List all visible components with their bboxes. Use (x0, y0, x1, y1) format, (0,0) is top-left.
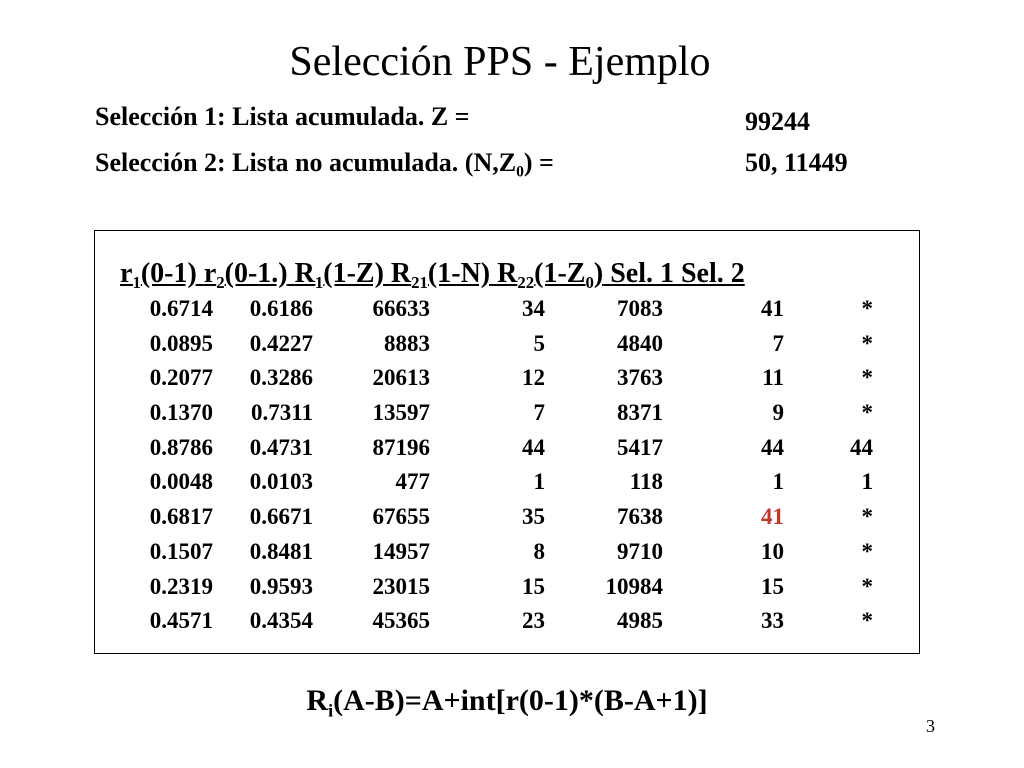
page-number: 3 (926, 716, 935, 736)
table-cell: 44 (761, 434, 784, 460)
selection-1-label: Selección 1: Lista acumulada. Z = (95, 102, 470, 131)
selection-2-label-text: Selección 2: Lista no acumulada. (N,Z (95, 148, 517, 177)
table-cell: 66633 (372, 296, 430, 321)
table-cell: 23015 (372, 573, 430, 599)
table-cell: 0.4227 (249, 330, 313, 356)
table-cell: 8 (533, 538, 545, 564)
table-cell: 15 (522, 573, 545, 599)
table-cell: 9710 (617, 538, 663, 564)
table-row (0, 608, 1024, 643)
table-cell: 14957 (372, 538, 430, 564)
table-cell: 0.1507 (149, 538, 213, 564)
table-cell: 8883 (384, 330, 430, 356)
table-cell: 20613 (372, 365, 430, 391)
table-header-col-0 (120, 258, 197, 292)
table-cell: 0.0048 (149, 469, 213, 495)
table-header-col-2-sub: 1 (314, 272, 324, 292)
selection-2-label-subscript: 0 (516, 163, 524, 181)
table-cell: 0.4731 (249, 434, 313, 460)
table-cell: 4985 (617, 608, 663, 634)
table-cell: 5417 (617, 434, 663, 460)
table-header-col-6-main: Sel. 2 (680, 258, 745, 289)
table-row (0, 504, 1024, 539)
table-cell: 35 (522, 504, 545, 530)
table-header-col-1-main: r (203, 258, 217, 289)
table-cell: 0.4354 (249, 608, 313, 634)
table-cell: 11 (762, 365, 784, 391)
table-header-col-0-main: r (120, 258, 133, 289)
table-header-col-2-main: R (294, 258, 315, 289)
table-header-col-4-rest: (1-Z (534, 258, 586, 289)
table-cell: 23 (522, 608, 545, 634)
table-body (0, 296, 1024, 643)
table-cell: 67655 (372, 504, 430, 530)
selection-1-value: 99244 (745, 107, 810, 136)
table-cell: 0.1370 (149, 400, 213, 426)
table-cell: * (861, 608, 873, 634)
table-header-col-1-rest: (0-1.) (224, 258, 288, 289)
table-cell: 7 (533, 400, 545, 426)
table-cell: 41 (761, 296, 784, 321)
table-cell: 0.0895 (149, 330, 213, 356)
table-cell: 3763 (617, 365, 663, 391)
table-row (0, 574, 1024, 609)
table-header-col-0-sub: 1 (132, 272, 141, 292)
table-cell: * (861, 538, 873, 564)
table-header-col-3-rest: (1-N) (427, 258, 491, 289)
table-cell: 34 (522, 296, 545, 321)
table-header-col-4-sub2: 0 (585, 272, 594, 292)
table-header (120, 258, 745, 290)
table-cell: 44 (522, 434, 545, 460)
table-cell: 33 (761, 608, 784, 634)
table-cell: 10 (761, 538, 784, 564)
table-header-col-1 (203, 258, 288, 292)
table-header-col-5 (610, 258, 674, 289)
table-cell: * (861, 400, 873, 426)
selection-2-value: 50, 11449 (745, 148, 848, 177)
table-row (0, 365, 1024, 400)
table-cell: 7083 (617, 296, 663, 321)
table-header-col-0-rest: (0-1) (140, 258, 197, 289)
table-header-col-1-sub: 2 (216, 272, 225, 292)
table-row (0, 331, 1024, 366)
table-cell: 477 (395, 469, 430, 495)
table-cell: 7 (772, 330, 784, 356)
table-header-col-2-rest: (1-Z) (323, 258, 384, 289)
table-cell: 0.6671 (249, 504, 313, 530)
table-cell: 118 (629, 469, 663, 495)
table-cell: 0.6186 (249, 296, 313, 321)
table-cell: 13597 (372, 400, 430, 426)
table-cell: 44 (850, 434, 873, 460)
table-cell: 0.3286 (249, 365, 313, 391)
table-cell: 0.4571 (149, 608, 213, 634)
table-header-col-3-sub: 21 (411, 272, 428, 292)
formula-subscript: i (328, 700, 334, 721)
table-cell: 1 (533, 469, 545, 495)
table-row (0, 400, 1024, 435)
table-header-col-4-main: R (497, 258, 518, 289)
formula (0, 684, 1014, 721)
table-cell: 0.2077 (149, 365, 213, 391)
table-cell: 1 (861, 469, 873, 495)
table-header-col-5-main: Sel. 1 (610, 258, 674, 289)
selection-2-label-end: ) = (523, 148, 554, 177)
table-cell: 8371 (617, 400, 663, 426)
selection-2-label (95, 148, 554, 181)
table-cell: 0.8481 (249, 538, 313, 564)
table-cell: 0.6817 (149, 504, 213, 530)
table-header-col-3 (390, 258, 491, 292)
table-cell: * (861, 504, 873, 530)
table-header-col-3-main: R (390, 258, 412, 289)
table-cell: 9 (772, 400, 784, 426)
table-cell: 87196 (372, 434, 430, 460)
table-cell: 0.8786 (149, 434, 213, 460)
table-header-col-4-rest2: ) (593, 258, 604, 289)
table-cell: 7638 (617, 504, 663, 530)
table-cell: 41 (761, 504, 784, 530)
table-cell: 45365 (372, 608, 430, 634)
table-cell: * (861, 573, 873, 599)
table-cell: 4840 (617, 330, 663, 356)
table-cell: 0.7311 (251, 400, 313, 426)
table-row (0, 469, 1024, 504)
table-cell: * (861, 365, 873, 391)
table-cell: 0.2319 (149, 573, 213, 599)
table-cell: 0.9593 (249, 573, 313, 599)
table-cell: 15 (761, 573, 784, 599)
slide-title: Selección PPS - Ejemplo (289, 39, 711, 85)
table-header-col-6 (681, 258, 745, 289)
table-cell: 5 (533, 330, 545, 356)
table-cell: * (861, 296, 873, 321)
table-row (0, 296, 1024, 331)
table-header-col-2 (294, 258, 384, 292)
table-row (0, 435, 1024, 470)
table-header-col-4-sub: 22 (517, 272, 535, 292)
table-cell: 12 (522, 365, 545, 391)
table-cell: 0.6714 (149, 296, 213, 321)
formula-main: R (306, 684, 329, 717)
table-cell: 10984 (605, 573, 663, 599)
table-row (0, 539, 1024, 574)
formula-rest: (A-B)=A+int[r(0-1)*(B-A+1)] (333, 684, 708, 717)
table-cell: 0.0103 (249, 469, 313, 495)
table-cell: * (861, 330, 873, 356)
table-cell: 1 (772, 469, 784, 495)
table-header-col-4 (497, 258, 604, 292)
